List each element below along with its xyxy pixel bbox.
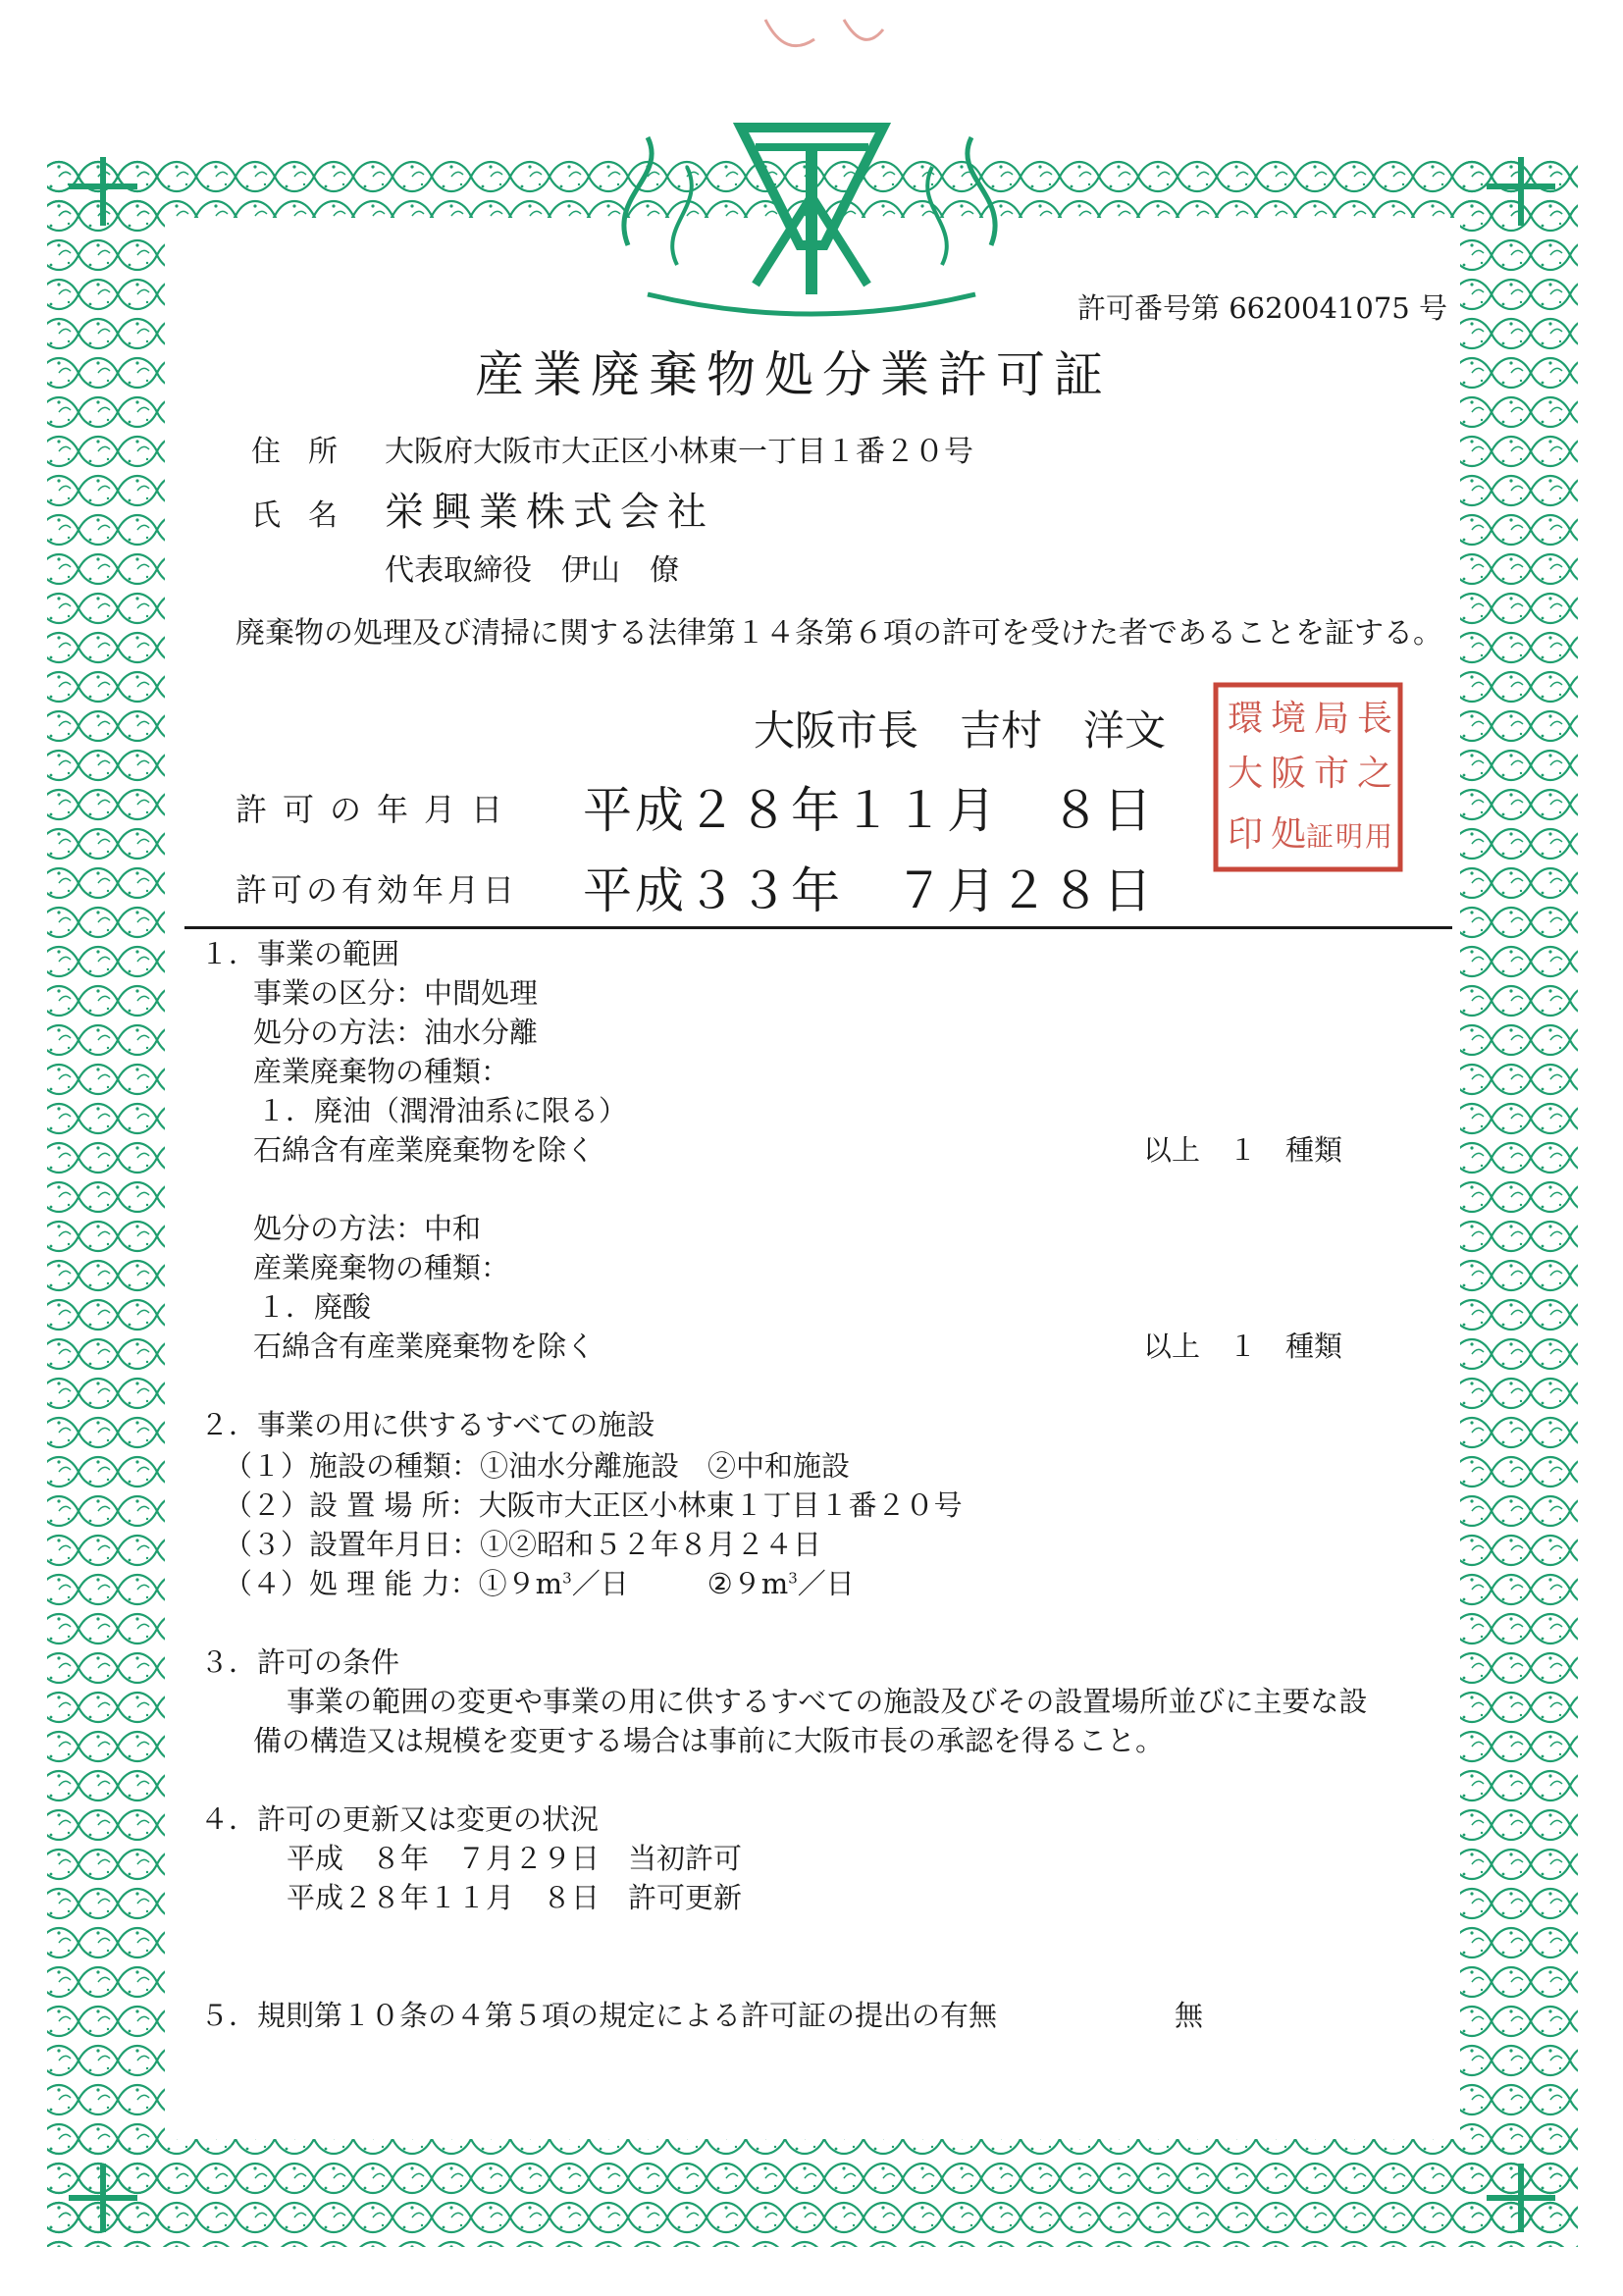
section3-heading: ３．許可の条件: [200, 1645, 400, 1679]
address-label: 住所: [251, 435, 365, 469]
seal-char: 局: [1314, 699, 1350, 739]
representative: 代表取締役 伊山 僚: [385, 553, 679, 588]
company-name: 栄興業株式会社: [385, 490, 714, 535]
name-label: 氏名: [251, 498, 365, 533]
waste-count-2: 以上 １ 種類: [1143, 1330, 1343, 1363]
waste-count-1: 以上 １ 種類: [1143, 1133, 1343, 1167]
divider-line: [184, 926, 1452, 929]
expiry-date-label: 許可の有効年月日: [236, 871, 519, 909]
waste-item-2: １．廃酸: [257, 1290, 372, 1324]
seal-char: 印: [1228, 814, 1264, 855]
facility-location: （２）設 置 場 所：大阪市大正区小林東１丁目１番２０号: [224, 1488, 963, 1522]
address-value: 大阪府大阪市大正区小林東一丁目１番２０号: [385, 435, 973, 469]
seal-char: 市: [1314, 754, 1350, 794]
section4-heading: ４．許可の更新又は変更の状況: [200, 1802, 600, 1836]
seal-char: 之: [1357, 754, 1393, 794]
condition-line-2: 備の構造又は規模を変更する場合は事前に大阪市長の承認を得ること。: [253, 1724, 1165, 1757]
exclusion-note-1: 石綿含有産業廃棄物を除く: [253, 1133, 596, 1167]
seal-char: 証: [1306, 820, 1335, 853]
seal-char: 阪: [1271, 754, 1307, 794]
section5-value: 無: [1175, 1999, 1204, 2032]
seal-char: 長: [1357, 699, 1393, 739]
seal-char: 環: [1228, 699, 1264, 739]
permit-number: 許可番号第 6620041075 号: [1077, 291, 1447, 325]
document-title: 産業廃棄物処分業許可証: [475, 346, 1112, 403]
waste-item-1: １．廃油（潤滑油系に限る）: [257, 1094, 628, 1127]
facility-install-date: （３）設置年月日：①②昭和５２年８月２４日: [224, 1528, 822, 1561]
section2-heading: ２．事業の用に供するすべての施設: [200, 1408, 655, 1441]
permit-date: 平成２８年１１月 ８日: [583, 782, 1155, 839]
seal-char: 明: [1335, 820, 1364, 853]
disposal-method-2: 処分の方法：中和: [253, 1212, 482, 1245]
seal-char: 大: [1228, 754, 1264, 794]
history-row-2: 平成２８年１１月 ８日 許可更新: [287, 1881, 743, 1914]
business-category: 事業の区分：中間処理: [253, 976, 539, 1010]
waste-type-label-1: 産業廃棄物の種類：: [253, 1055, 510, 1088]
section5-text: ５．規則第１０条の４第５項の規定による許可証の提出の有無: [200, 1999, 998, 2032]
seal-char: 境: [1271, 699, 1307, 739]
expiry-date: 平成３３年 ７月２８日: [583, 862, 1155, 919]
waste-type-label-2: 産業廃棄物の種類：: [253, 1251, 510, 1284]
facility-type: （１）施設の種類：①油水分離施設 ②中和施設: [224, 1449, 851, 1483]
issuer-mayor: 大阪市長 吉村 洋文: [754, 706, 1167, 755]
seal-char: 処: [1271, 814, 1307, 855]
section1-heading: １．事業の範囲: [200, 937, 400, 970]
exclusion-note-2: 石綿含有産業廃棄物を除く: [253, 1330, 596, 1363]
permit-date-label: 許可の年月日: [236, 791, 519, 828]
disposal-method-1: 処分の方法：油水分離: [253, 1016, 539, 1049]
seal-char: 用: [1365, 820, 1393, 853]
certification-statement: 廃棄物の処理及び清掃に関する法律第１４条第６項の許可を受けた者であることを証する。: [236, 616, 1442, 651]
condition-line-1: 事業の範囲の変更や事業の用に供するすべての施設及びその設置場所並びに主要な設: [287, 1685, 1368, 1718]
processing-capacity: （４）処 理 能 力：$①9m^3/$日 $②9m^3/$日: [224, 1567, 855, 1600]
history-row-1: 平成 ８年 ７月２９日 当初許可: [287, 1842, 743, 1875]
official-seal: [1210, 679, 1406, 875]
